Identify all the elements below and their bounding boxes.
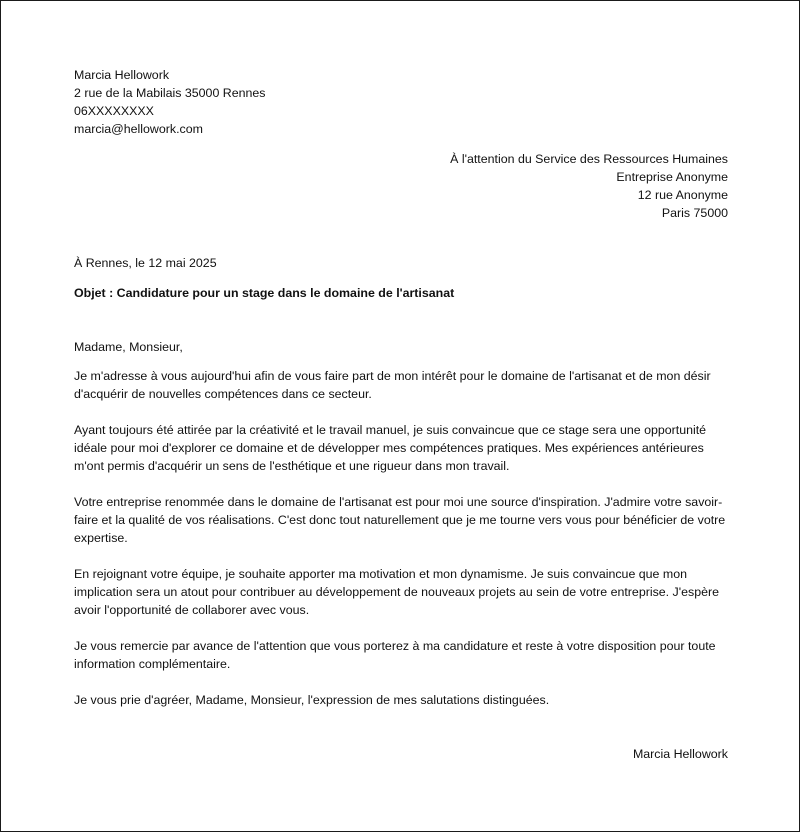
letter-content xyxy=(74,66,728,763)
body-paragraph: Je m'adresse à vous aujourd'hui afin de vous faire part de mon intérêt pour le domaine de l'artisanat et de mon désir d'acquérir de nouvelles compétences dans ce secteur. xyxy=(74,369,711,401)
sender-address: 2 rue de la Mabilais 35000 Rennes xyxy=(74,86,266,100)
letter-salutation: Madame, Monsieur, xyxy=(74,340,183,354)
recipient-attention: À l'attention du Service des Ressources Humaines xyxy=(450,152,728,166)
body-paragraph: Votre entreprise renommée dans le domaine de l'artisanat est pour moi une source d'inspiration. J'admire votre savoir-faire et la qualité de vos réalisations. C'est donc tout naturellement que je me tourne vers vous pour bénéficier de votre expertise. xyxy=(74,495,726,545)
body-paragraph: En rejoignant votre équipe, je souhaite apporter ma motivation et mon dynamisme. Je suis convaincue que mon implication sera un atout pour contribuer au développement de nouveaux projets au sein de votre entreprise. J'espère avoir l'opportunité de collaborer avec vous. xyxy=(74,567,720,617)
recipient-block xyxy=(74,150,728,222)
sender-block xyxy=(74,66,728,138)
signature: Marcia Hellowork xyxy=(632,747,728,761)
body-paragraph: Ayant toujours été attirée par la créativité et le travail manuel, je suis convaincue que ce stage sera une opportunité idéale pour moi d'explorer ce domaine et de développer mes compétences pratiques. Mes expériences antérieures m'ont permis d'acquérir un sens de l'esthétique et une rigueur dans mon travail. xyxy=(74,423,707,473)
closing-paragraph: Je vous prie d'agréer, Madame, Monsieur, l'expression de mes salutations distinguées. xyxy=(74,693,550,707)
recipient-city: Paris 75000 xyxy=(661,206,728,220)
sender-name: Marcia Hellowork xyxy=(74,68,170,82)
sender-phone: 06XXXXXXXX xyxy=(74,104,154,118)
recipient-company: Entreprise Anonyme xyxy=(616,170,728,184)
letter-date: À Rennes, le 12 mai 2025 xyxy=(74,256,217,270)
letter-body xyxy=(74,367,728,709)
sender-email: marcia@hellowork.com xyxy=(74,122,203,136)
body-paragraph: Je vous remercie par avance de l'attention que vous porterez à ma candidature et reste à votre disposition pour toute information complémentaire. xyxy=(74,639,716,671)
recipient-street: 12 rue Anonyme xyxy=(637,188,728,202)
letter-subject: Objet : Candidature pour un stage dans le domaine de l'artisanat xyxy=(74,286,455,300)
